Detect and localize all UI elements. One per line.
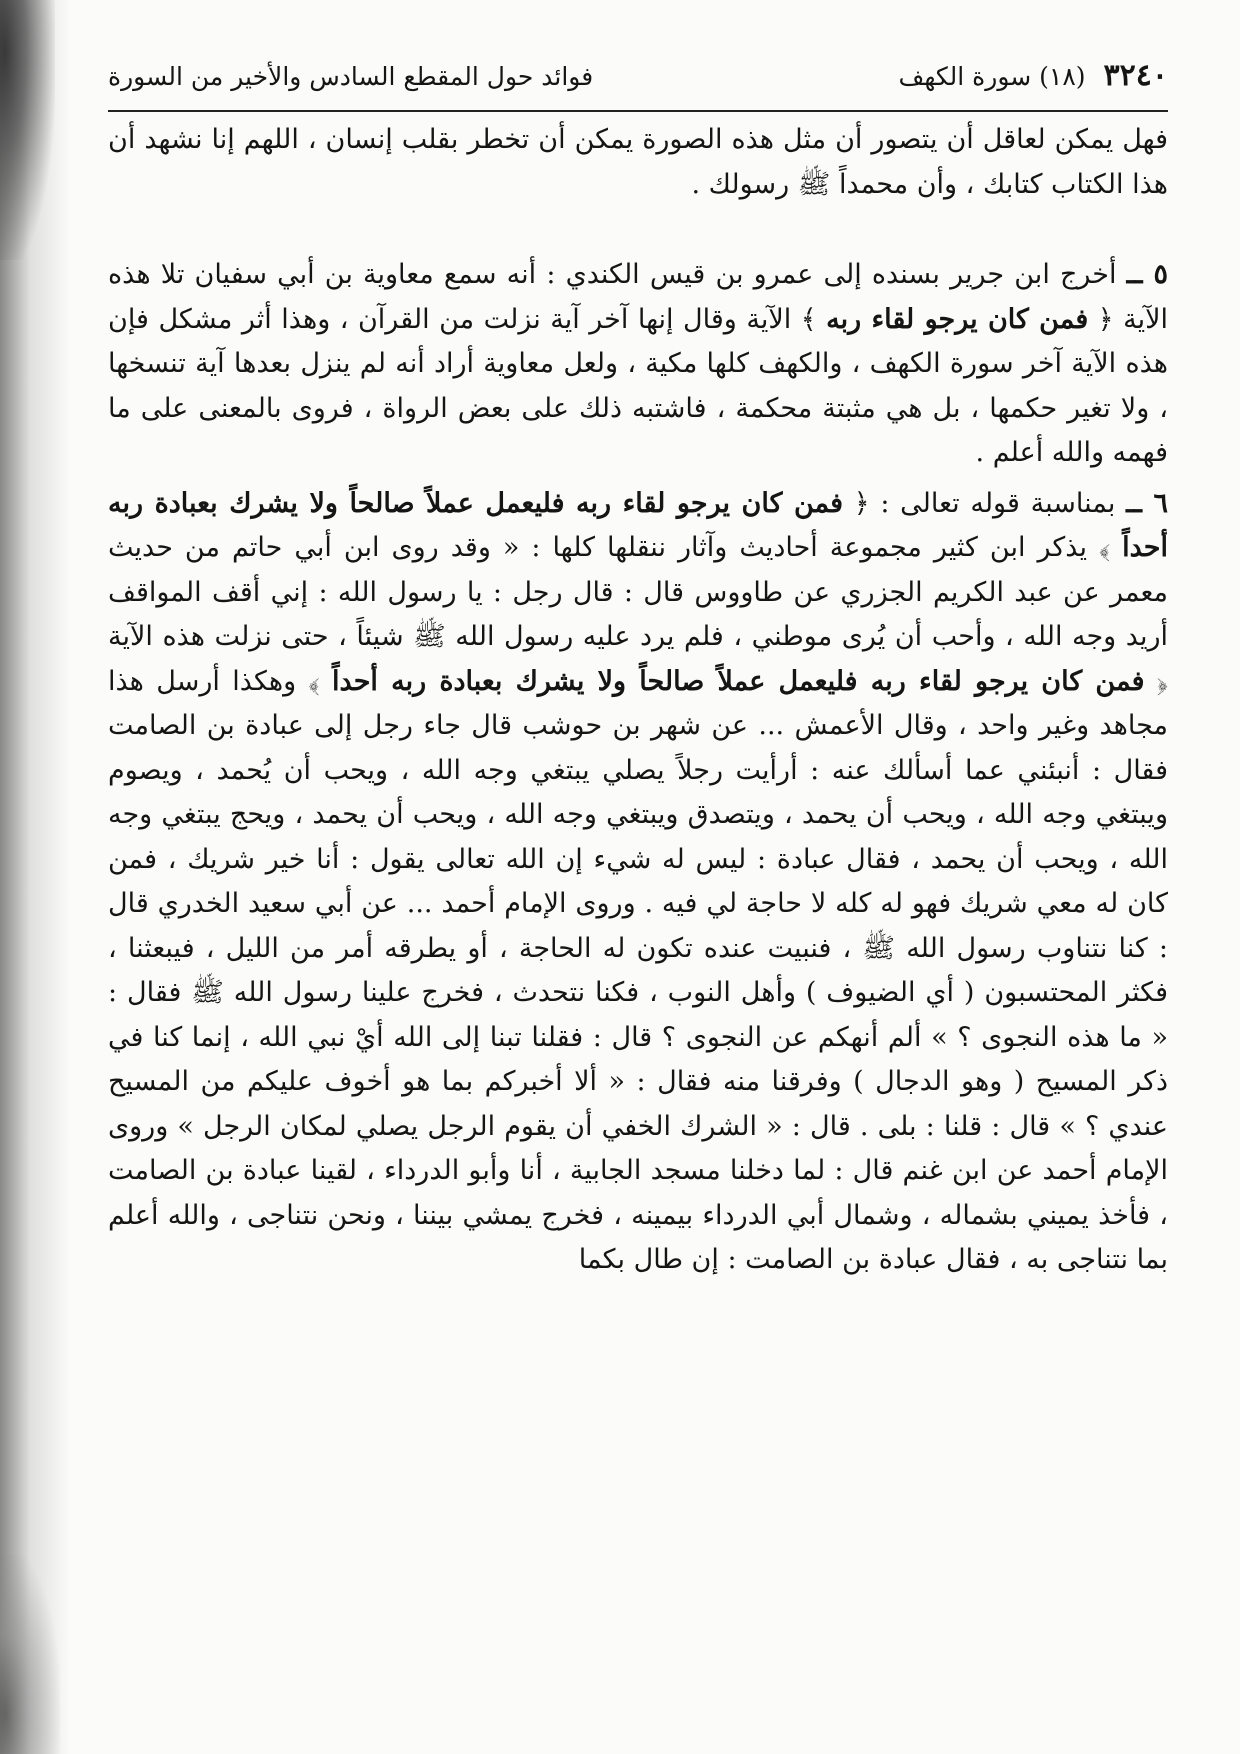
paragraph-number: ٦ ــ [1126, 487, 1168, 519]
paragraph-text: ﴾ الآية وقال إنها آخر آية نزلت من القرآن ، وهذا أثر مشكل فإن هذه الآية آخر سورة الكهف ، والكهف كلها مكية ، ولعل معاوية أراد أنه لم ينزل بعدها آية تنسخها ، ولا تغير حكمها ، بل هي مثبتة محكمة ، فاشتبه ذلك على بعض الرواة ، فروى بالمعنى على ما فهمه والله أعلم . [108, 303, 1168, 468]
paragraph-number: ٥ ــ [1126, 259, 1168, 290]
paragraph-text: بمناسبة قوله تعالى : ﴿ [853, 487, 1116, 519]
header-rule [108, 110, 1168, 112]
section-title: فوائد حول المقطع السادس والأخير من السورة [108, 62, 594, 91]
quran-quote: فمن كان يرجو لقاء ربه [826, 303, 1089, 335]
scan-page-edge-shadow-bottom [0, 1554, 60, 1754]
page-number: ٣٢٤٠ [1103, 58, 1168, 93]
paragraph-continuation [108, 118, 1168, 207]
header-right-group [898, 58, 1168, 93]
surah-name: (١٨) سورة الكهف [898, 62, 1086, 91]
scan-page-edge-shadow [0, 0, 70, 1754]
paragraph-text: ﴾ وهكذا أرسل هذا مجاهد وغير واحد ، وقال الأعمش ... عن شهر بن حوشب قال جاء رجل إلى عبادة بن الصامت فقال : أنبئني عما أسألك عنه : أرأيت رجلاً يصلي يبتغي وجه الله ، ويحب أن يُحمد ، ويصوم ويبتغي وجه الله ، ويحب أن يحمد ، ويتصدق ويبتغي وجه الله ، ويحب أن يحمد ، ويحج يبتغي وجه الله ، ويحب أن يحمد ، فقال عبادة : ليس له شيء إن الله تعالى يقول : أنا خير شريك ، فمن كان له معي شريك فهو له كله لا حاجة لي فيه . وروى الإمام أحمد ... عن أبي سعيد الخدري قال : كنا نتناوب رسول الله ﷺ ، فنبيت عنده تكون له الحاجة ، أو يطرقه أمر من الليل ، فيبعثنا ، فكثر المحتسبون ( أي الضيوف ) وأهل النوب ، فكنا نتحدث ، فخرج علينا رسول الله ﷺ فقال : « ما هذه النجوى ؟ » ألم أنهكم عن النجوى ؟ قال : فقلنا تبنا إلى الله أيْ نبي الله ، إنما كنا في ذكر المسيح ( وهو الدجال ) وفرقنا منه فقال : « ألا أخبركم بما هو أخوف عليكم من المسيح عندي ؟ » قال : قلنا : بلى . قال : « الشرك الخفي أن يقوم الرجل يصلي لمكان الرجل » وروى الإمام أحمد عن ابن غنم قال : لما دخلنا مسجد الجابية ، أنا وأبو الدرداء ، لقينا عبادة بن الصامت ، فأخذ يميني بشماله ، وشمال أبي الدرداء بيمينه ، فخرج يمشي بيننا ، ونحن نتناجى ، والله أعلم بما نتناجى به ، فقال عبادة بن الصامت : إن طال بكما [108, 665, 1168, 1275]
quran-quote: فمن كان يرجو لقاء ربه فليعمل عملاً صالحاً ولا يشرك بعبادة ربه أحداً [108, 487, 1168, 563]
paragraph-gap [108, 207, 1168, 253]
running-header [108, 58, 1168, 106]
page-body [108, 118, 1168, 1283]
paragraph-text: فهل يمكن لعاقل أن يتصور أن مثل هذه الصورة يمكن أن تخطر بقلب إنسان ، اللهم إنا نشهد أن هذا الكتاب كتابك ، وأن محمداً ﷺ رسولك . [108, 124, 1168, 200]
quran-quote: فمن كان يرجو لقاء ربه فليعمل عملاً صالحاً ولا يشرك بعبادة ربه أحداً [332, 665, 1145, 697]
paragraph-text: أخرج ابن جرير بسنده إلى عمرو بن قيس الكندي : أنه سمع معاوية بن أبي سفيان تلا هذه الآية ﴿ [108, 259, 1168, 335]
paragraph-5 [108, 253, 1168, 476]
scan-page-edge-shadow-top [0, 0, 55, 260]
paragraph-6 [108, 482, 1168, 1283]
paragraph-text: ﴾ يذكر ابن كثير مجموعة أحاديث وآثار ننقلها كلها : « وقد روى ابن أبي حاتم من حديث معمر عن عبد الكريم الجزري عن طاووس قال : قال رجل : يا رسول الله : إني أقف المواقف أريد وجه الله ، وأحب أن يُرى موطني ، فلم يرد عليه رسول الله ﷺ شيئاً ، حتى نزلت هذه الآية ﴿ [108, 532, 1168, 697]
